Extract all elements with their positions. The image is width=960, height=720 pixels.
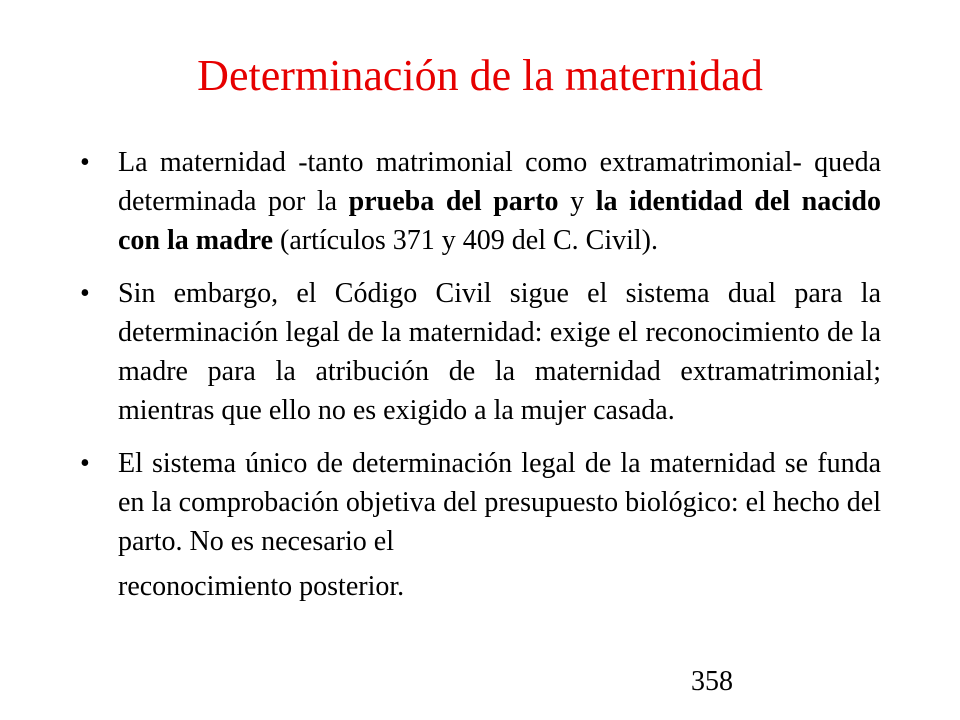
bullet-1-bold-a: prueba del parto [348, 186, 559, 217]
bullet-3-text-end: reconocimiento posterior. [118, 571, 405, 602]
bullet-2-text: Sin embargo, el Código Civil sigue el sistema dual para la determinación legal de la maternidad: exige el reconocimiento de la madre para la atribución de la maternidad extramatrimonial; mientras que ello no es exigido a la mujer casada. [118, 278, 881, 426]
bullet-1-text-a: La maternidad -tanto matrimonial como extramatrimonial- queda determinada por la [118, 147, 881, 217]
bullet-1-text-b: y [558, 186, 596, 217]
bullet-list [118, 143, 881, 620]
bullet-item-3 [118, 444, 881, 606]
bullet-3-text: El sistema único de determinación legal de la maternidad se funda en la comprobación objetiva del presupuesto biológico: el hecho del parto. No es necesario el [118, 448, 881, 557]
page-number: 358 [691, 666, 733, 697]
bullet-item-2 [118, 274, 881, 430]
bullet-1-bold-b: la identidad del nacido con la madre [118, 186, 881, 256]
bullet-item-1 [118, 143, 881, 260]
bullet-1-text-c: (artículos 371 y 409 del C. Civil). [273, 225, 658, 256]
slide-title: Determinación de la maternidad [197, 51, 763, 100]
